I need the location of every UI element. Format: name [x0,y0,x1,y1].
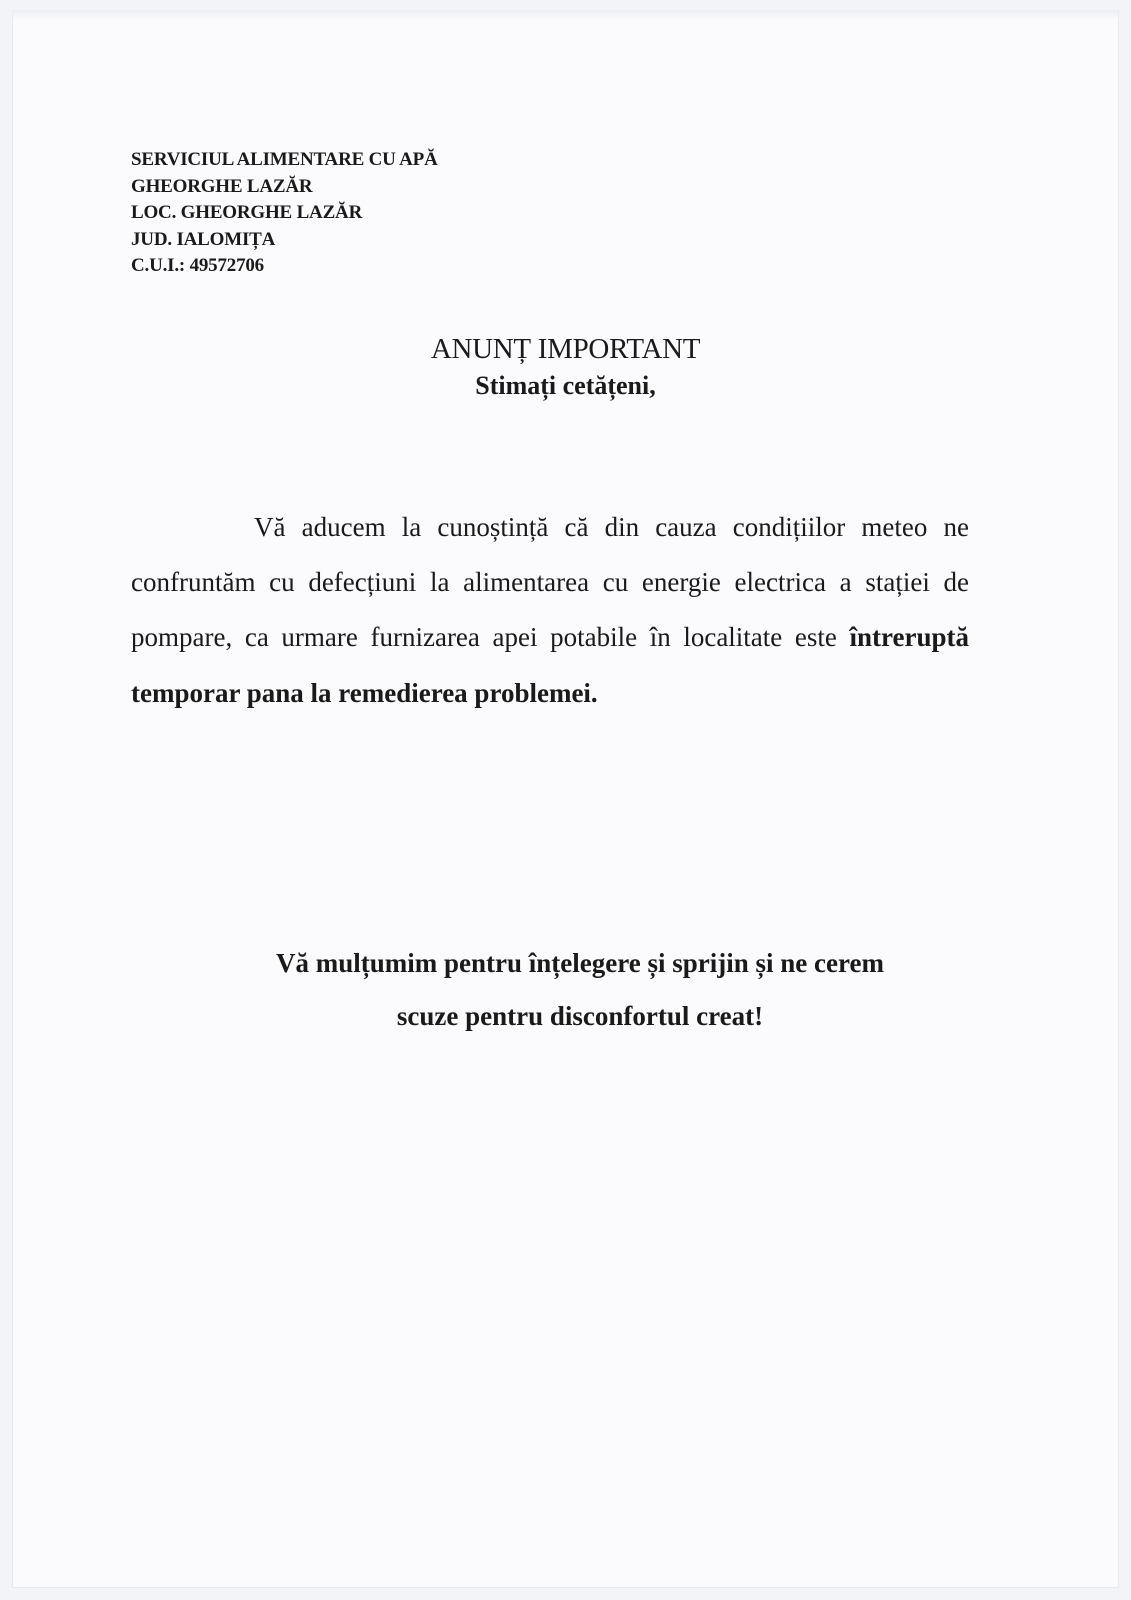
issuer-header [131,147,438,280]
header-line-locality: LOC. GHEORGHE LAZĂR [131,202,363,223]
closing-line-2: scuze pentru disconfortul creat! [396,1001,764,1031]
header-line-cui: C.U.I.: 49572706 [131,255,264,276]
announcement-body [131,500,969,721]
body-text-plain: Vă aducem la cunoștință că din cauza condițiilor meteo ne confruntăm cu defecțiuni la alimentarea cu energie electrica a stației de pompare, ca urmare furnizarea apei potabile în localitate este [131,512,969,653]
announcement-salutation: Stimați cetățeni, [475,371,656,400]
header-line-name: GHEORGHE LAZĂR [131,175,313,197]
closing-message [0,937,1131,1043]
announcement-title: ANUNȚ IMPORTANT [430,333,701,365]
closing-line-1: Vă mulțumim pentru înțelegere și sprijin și ne cerem [276,948,884,978]
header-line-county: JUD. IALOMIȚA [131,228,276,250]
header-line-organization: SERVICIUL ALIMENTARE CU APĂ [131,149,438,170]
body-text-bold: întreruptă temporar pana la remedierea problemei. [131,622,969,708]
scan-edge [12,10,1119,20]
